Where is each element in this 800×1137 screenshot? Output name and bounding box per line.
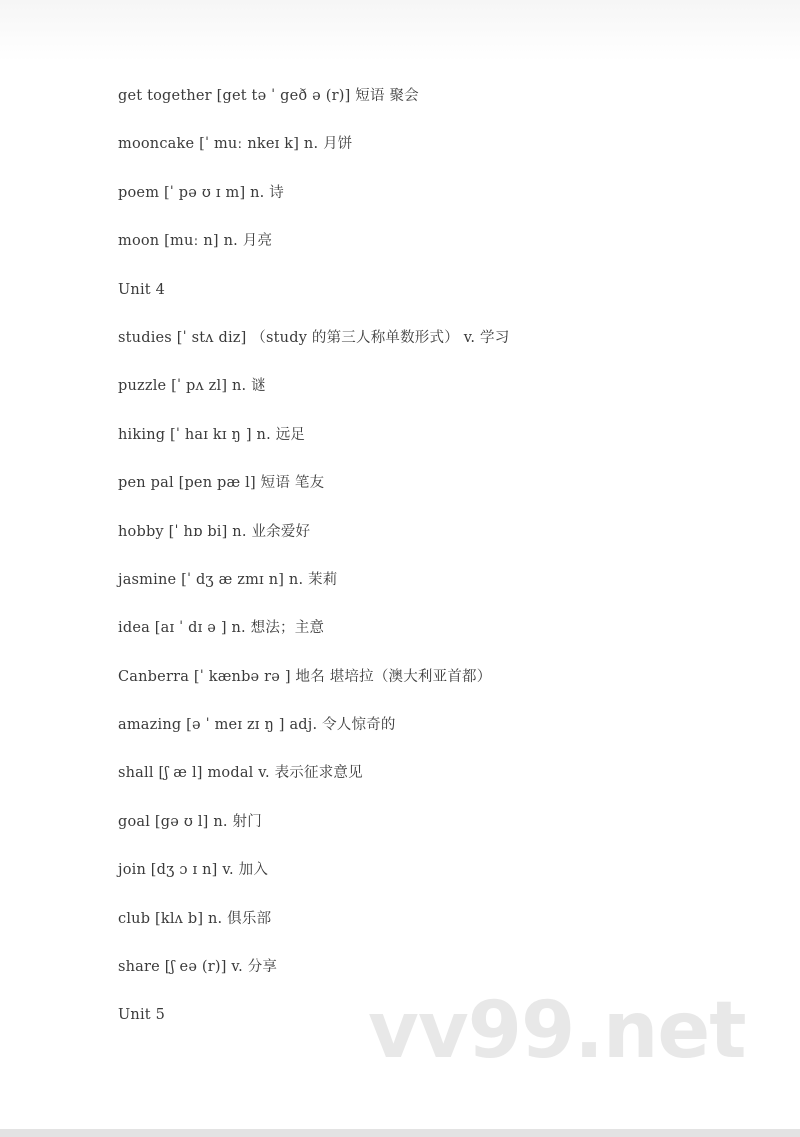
vocab-line: Canberra [ˈ kænbə rə ] 地名 堪培拉（澳大利亚首都） <box>118 668 492 685</box>
vocab-line: join [dʒ ɔ ɪ n] v. 加入 <box>118 862 269 879</box>
vocab-line: shall [ʃ æ l] modal v. 表示征求意见 <box>118 765 363 782</box>
vocab-line: goal [gə ʊ l] n. 射门 <box>118 813 262 830</box>
vocab-line: club [klʌ b] n. 俱乐部 <box>118 910 272 927</box>
vocabulary-list <box>118 84 509 1052</box>
unit-heading: Unit 5 <box>118 1007 166 1024</box>
vocab-line: poem [ˈ pə ʊ ɪ m] n. 诗 <box>118 184 284 201</box>
vocab-line: hiking [ˈ haɪ kɪ ŋ ] n. 远足 <box>118 426 306 443</box>
unit-heading: Unit 4 <box>118 281 166 298</box>
vocab-line: hobby [ˈ hɒ bi] n. 业余爱好 <box>118 523 311 540</box>
vocab-line: studies [ˈ stʌ diz] （study 的第三人称单数形式） v. 学习 <box>118 329 510 346</box>
watermark: vv99.net <box>368 986 746 1076</box>
vocab-line: share [ʃ eə (r)] v. 分享 <box>118 959 278 976</box>
vocab-line: amazing [ə ˈ meɪ zɪ ŋ ] adj. 令人惊奇的 <box>118 717 396 734</box>
vocab-line: puzzle [ˈ pʌ zl] n. 谜 <box>118 378 266 395</box>
vocab-line: get together [get tə ˈ geð ə (r)] 短语 聚会 <box>118 88 419 104</box>
vocab-line: pen pal [pen pæ l] 短语 笔友 <box>118 475 325 492</box>
vocab-line: mooncake [ˈ muː nkeɪ k] n. 月饼 <box>118 136 353 153</box>
vocab-line: jasmine [ˈ dʒ æ zmɪ n] n. 茉莉 <box>118 571 338 588</box>
vocab-line: moon [muː n] n. 月亮 <box>118 233 273 250</box>
page-bottom-edge <box>0 1129 800 1137</box>
vocab-line: idea [aɪ ˈ dɪ ə ] n. 想法；主意 <box>118 620 325 637</box>
page-top-shade <box>0 0 800 62</box>
